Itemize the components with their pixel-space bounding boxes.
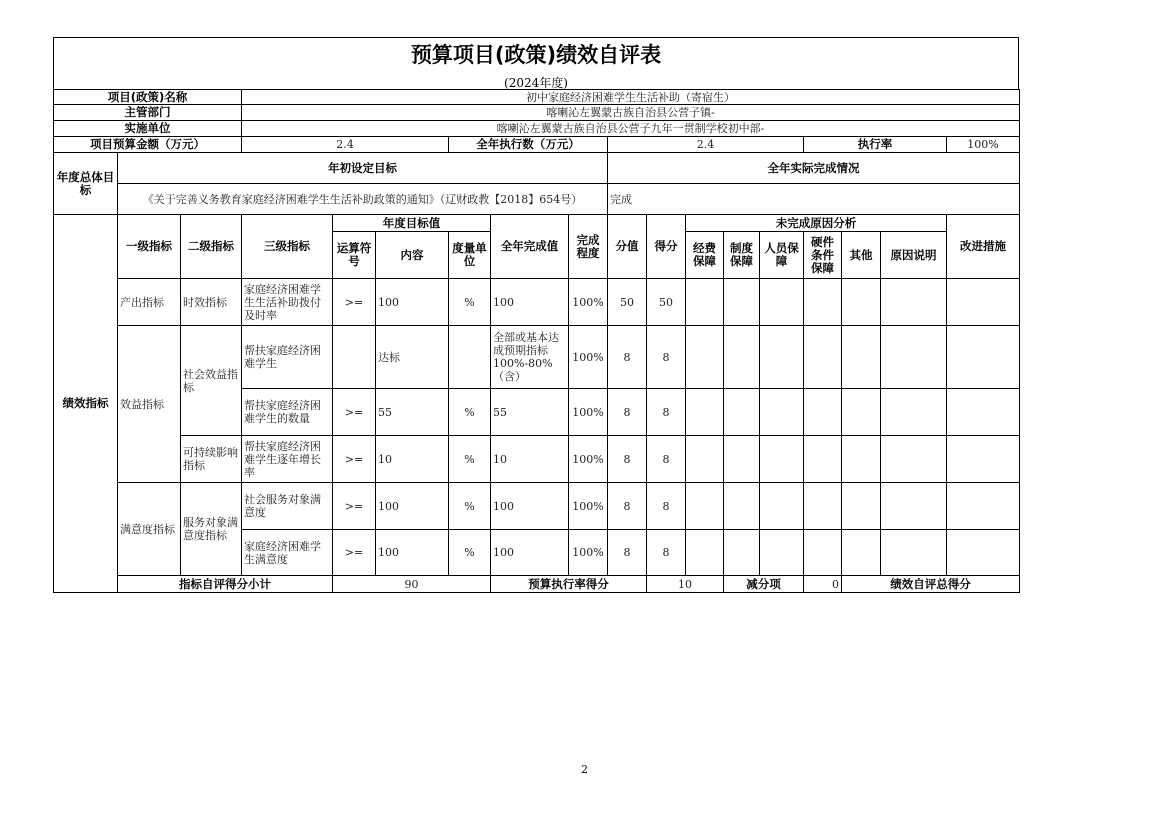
l2-timeliness: 时效指标 (181, 279, 242, 326)
row-points: 50 (608, 279, 647, 326)
deduct-label: 减分项 (724, 576, 804, 593)
staff-header: 人员保障 (760, 232, 804, 279)
improve-header: 改进措施 (947, 215, 1020, 279)
row-unit: % (449, 530, 491, 576)
row-degree: 100% (569, 436, 608, 483)
row-score: 8 (647, 389, 686, 436)
row-op: >= (333, 483, 376, 530)
l1-satisfaction: 满意度指标 (118, 483, 181, 576)
subtotal-label: 指标自评得分小计 (118, 576, 333, 593)
l1-header: 一级指标 (118, 215, 181, 279)
budget-value: 2.4 (242, 137, 449, 153)
row-op: >= (333, 530, 376, 576)
row-l3: 社会服务对象满意度 (242, 483, 333, 530)
reason-header: 原因说明 (881, 232, 947, 279)
row-degree: 100% (569, 530, 608, 576)
row-full: 100 (491, 279, 569, 326)
rate-value: 100% (947, 137, 1020, 153)
goals-actual-label: 全年实际完成情况 (608, 153, 1020, 184)
project-name-label: 项目(政策)名称 (54, 90, 242, 105)
row-full: 100 (491, 483, 569, 530)
evaluation-table (53, 89, 1020, 593)
l2-social: 社会效益指标 (181, 326, 242, 436)
goals-actual-text: 完成 (608, 184, 1020, 215)
form-title: 预算项目(政策)绩效自评表 (53, 37, 1019, 72)
goals-set-text: 《关于完善义务教育家庭经济困难学生生活补助政策的通知》（辽财政教【2018】654号） (118, 184, 608, 215)
degree-header: 完成程度 (569, 215, 608, 279)
row-content: 达标 (376, 326, 449, 389)
row-unit: % (449, 389, 491, 436)
budget-rate-label: 预算执行率得分 (491, 576, 647, 593)
score-header: 得分 (647, 215, 686, 279)
table-row (54, 436, 1020, 483)
row-degree: 100% (569, 279, 608, 326)
goals-set-label: 年初设定目标 (118, 153, 608, 184)
row-content: 100 (376, 279, 449, 326)
row-degree: 100% (569, 483, 608, 530)
unfinished-header: 未完成原因分析 (686, 215, 947, 232)
perf-label: 绩效指标 (54, 215, 118, 593)
l3-header: 三级指标 (242, 215, 333, 279)
row-points: 8 (608, 389, 647, 436)
system-header: 制度保障 (724, 232, 760, 279)
row-unit: % (449, 279, 491, 326)
l1-output: 产出指标 (118, 279, 181, 326)
row-score: 50 (647, 279, 686, 326)
row-score: 8 (647, 436, 686, 483)
l1-benefit: 效益指标 (118, 326, 181, 483)
row-l3: 家庭经济困难学生满意度 (242, 530, 333, 576)
row-points: 8 (608, 436, 647, 483)
form-year: (2024年度) (53, 72, 1019, 89)
fund-header: 经费保障 (686, 232, 724, 279)
row-unit: % (449, 483, 491, 530)
budget-label: 项目预算金额（万元） (54, 137, 242, 153)
content-header: 内容 (376, 232, 449, 279)
row-l3: 家庭经济困难学生生活补助拨付及时率 (242, 279, 333, 326)
row-points: 8 (608, 483, 647, 530)
subtotal-value: 90 (333, 576, 491, 593)
l2-sustain: 可持续影响指标 (181, 436, 242, 483)
dept-value: 喀喇沁左翼蒙古族自治县公营子镇- (242, 105, 1020, 121)
row-content: 100 (376, 483, 449, 530)
row-l3: 帮扶家庭经济困难学生 (242, 326, 333, 389)
row-full: 100 (491, 530, 569, 576)
evaluation-form (53, 37, 1019, 593)
row-l3: 帮扶家庭经济困难学生逐年增长率 (242, 436, 333, 483)
row-content: 100 (376, 530, 449, 576)
unit-value: 喀喇沁左翼蒙古族自治县公营子九年一贯制学校初中部- (242, 121, 1020, 137)
row-content: 55 (376, 389, 449, 436)
row-unit (449, 326, 491, 389)
row-score: 8 (647, 530, 686, 576)
hardware-header: 硬件条件保障 (804, 232, 842, 279)
unit-header: 度量单位 (449, 232, 491, 279)
page-number: 2 (581, 763, 588, 776)
l2-header: 二级指标 (181, 215, 242, 279)
row-degree: 100% (569, 326, 608, 389)
table-row (54, 279, 1020, 326)
row-op (333, 326, 376, 389)
row-full: 10 (491, 436, 569, 483)
row-content: 10 (376, 436, 449, 483)
row-degree: 100% (569, 389, 608, 436)
budget-rate-value: 10 (647, 576, 724, 593)
table-row (54, 326, 1020, 389)
points-header: 分值 (608, 215, 647, 279)
l2-service: 服务对象满意度指标 (181, 483, 242, 576)
dept-label: 主管部门 (54, 105, 242, 121)
row-full: 全部或基本达成预期指标100%-80%（含） (491, 326, 569, 389)
row-op: >= (333, 436, 376, 483)
row-unit: % (449, 436, 491, 483)
goals-label: 年度总体目标 (54, 153, 118, 215)
op-header: 运算符号 (333, 232, 376, 279)
total-label: 绩效自评总得分 (842, 576, 1020, 593)
rate-label: 执行率 (804, 137, 947, 153)
row-score: 8 (647, 326, 686, 389)
annual-header: 年度目标值 (333, 215, 491, 232)
project-name-value: 初中家庭经济困难学生生活补助（寄宿生） (242, 90, 1020, 105)
table-row (54, 483, 1020, 530)
row-op: >= (333, 279, 376, 326)
row-points: 8 (608, 530, 647, 576)
row-l3: 帮扶家庭经济困难学生的数量 (242, 389, 333, 436)
row-op: >= (333, 389, 376, 436)
deduct-value: 0 (804, 576, 842, 593)
exec-value: 2.4 (608, 137, 804, 153)
row-full: 55 (491, 389, 569, 436)
exec-label: 全年执行数（万元） (449, 137, 608, 153)
row-points: 8 (608, 326, 647, 389)
other-header: 其他 (842, 232, 881, 279)
unit-label: 实施单位 (54, 121, 242, 137)
full-year-header: 全年完成值 (491, 215, 569, 279)
row-score: 8 (647, 483, 686, 530)
summary-row (54, 576, 1020, 593)
